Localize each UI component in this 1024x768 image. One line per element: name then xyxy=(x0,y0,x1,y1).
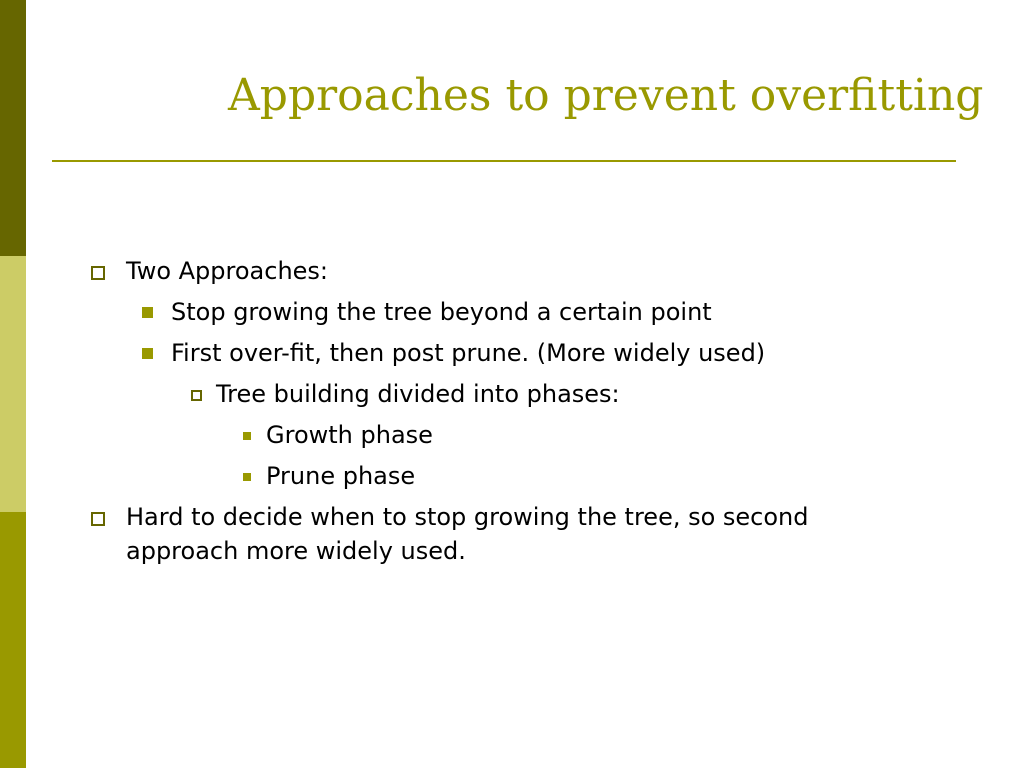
bullet-level4: Prune phase xyxy=(266,462,416,490)
solid-square-bullet-icon xyxy=(142,348,153,359)
sidebar-stripe-dark xyxy=(0,0,26,256)
small-square-bullet-icon xyxy=(243,473,251,481)
bullet-level1: Hard to decide when to stop growing the tree, so second approach more widely used. xyxy=(126,503,809,565)
hollow-square-bullet-icon xyxy=(91,512,105,526)
slide-title: Approaches to prevent overfitting xyxy=(228,70,984,121)
hollow-square-bullet-icon xyxy=(91,266,105,280)
small-square-bullet-icon xyxy=(243,432,251,440)
bullet-level2: Stop growing the tree beyond a certain point xyxy=(171,298,712,326)
bullet-level3: Tree building divided into phases: xyxy=(216,380,620,408)
bullet-level4: Growth phase xyxy=(266,421,433,449)
sidebar-stripe-olive xyxy=(0,512,26,768)
bullet-level2: First over-fit, then post prune. (More widely used) xyxy=(171,339,766,367)
sidebar-stripe-light xyxy=(0,256,26,512)
hollow-square-bullet-icon xyxy=(191,390,202,401)
title-divider xyxy=(52,160,956,162)
solid-square-bullet-icon xyxy=(142,307,153,318)
bullet-level1: Two Approaches: xyxy=(126,257,329,285)
